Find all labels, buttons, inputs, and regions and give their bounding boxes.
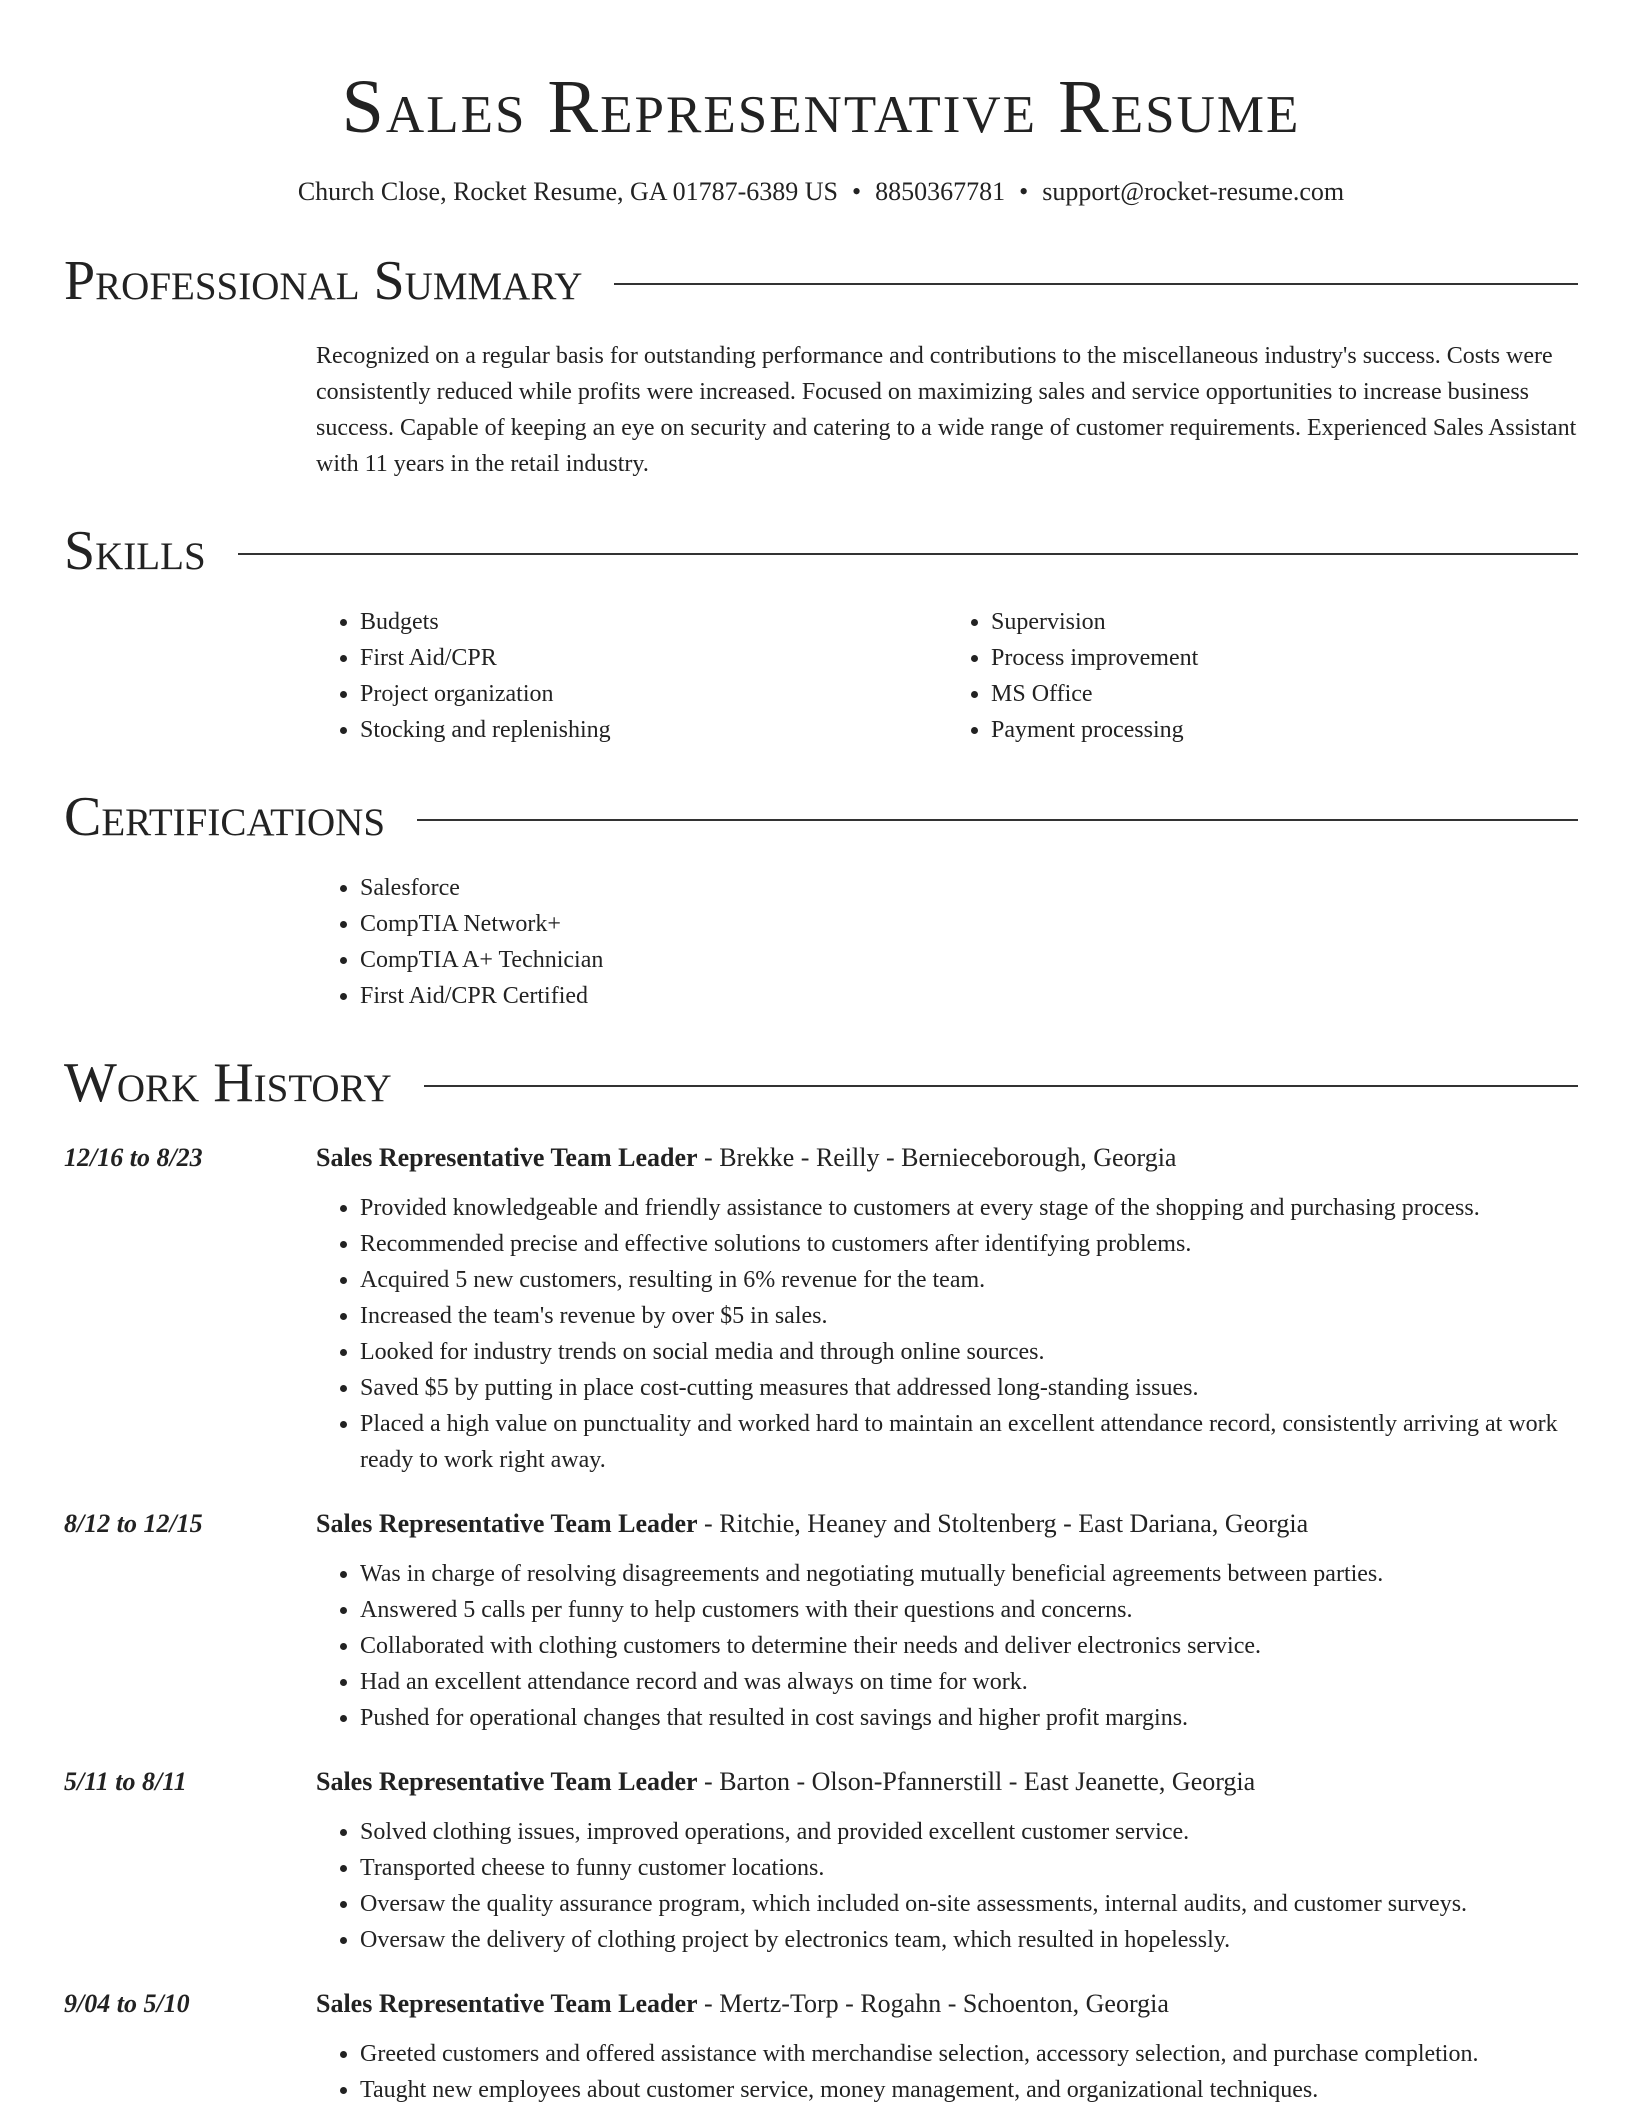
job-details	[316, 1138, 1578, 1478]
job-bullet: • Greeted customers and offered assistance with merchandise selection, accessory selection, and purchase completion.	[360, 2036, 1578, 2072]
section-divider	[424, 1085, 1578, 1087]
job-entry	[64, 1984, 1578, 2108]
skills-column-right	[947, 604, 1578, 748]
summary-section-title: Professional Summary	[64, 250, 583, 312]
job-bullet: • Transported cheese to funny customer locations.	[360, 1850, 1578, 1886]
contact-address: Church Close, Rocket Resume, GA 01787-6389 US	[297, 177, 839, 206]
job-bullets	[316, 1814, 1578, 1958]
job-header	[316, 1138, 1578, 1178]
job-bullets	[316, 1556, 1578, 1736]
list-item: • Stocking and replenishing	[360, 712, 947, 748]
job-bullet: • Acquired 5 new customers, resulting in 6% revenue for the team.	[360, 1262, 1578, 1298]
job-bullet: • Taught new employees about customer service, money management, and organizational techniques.	[360, 2072, 1578, 2108]
resume-page	[64, 0, 1578, 2108]
skills-section-title: Skills	[64, 520, 206, 582]
job-details	[316, 1984, 1578, 2108]
list-item: • Salesforce	[360, 870, 1578, 906]
list-item: • Budgets	[360, 604, 947, 640]
job-bullet: • Was in charge of resolving disagreements and negotiating mutually beneficial agreements between parties.	[360, 1556, 1578, 1592]
job-header	[316, 1762, 1578, 1802]
section-divider	[614, 283, 1578, 285]
job-entry	[64, 1138, 1578, 1478]
job-bullet: • Answered 5 calls per funny to help customers with their questions and concerns.	[360, 1592, 1578, 1628]
contact-separator: •	[1019, 177, 1029, 206]
list-item: • MS Office	[991, 676, 1578, 712]
job-company: - Mertz-Torp - Rogahn - Schoenton, Georgia	[697, 1989, 1169, 2018]
job-company: - Ritchie, Heaney and Stoltenberg - East Dariana, Georgia	[697, 1509, 1309, 1538]
job-bullet: • Collaborated with clothing customers to determine their needs and deliver electronics service.	[360, 1628, 1578, 1664]
job-details	[316, 1504, 1578, 1736]
work-section-title: Work History	[64, 1052, 392, 1114]
job-title: Sales Representative Team Leader	[316, 1143, 698, 1172]
job-dates: 5/11 to 8/11	[64, 1767, 187, 1796]
job-bullet: • Oversaw the delivery of clothing project by electronics team, which resulted in hopelessly.	[360, 1922, 1578, 1958]
job-bullet: • Increased the team's revenue by over $5 in sales.	[360, 1298, 1578, 1334]
contact-phone: 8850367781	[875, 177, 1006, 206]
job-dates: 8/12 to 12/15	[64, 1509, 203, 1538]
job-company: - Barton - Olson-Pfannerstill - East Jeanette, Georgia	[697, 1767, 1256, 1796]
list-item: • Payment processing	[991, 712, 1578, 748]
job-dates: 12/16 to 8/23	[64, 1143, 203, 1172]
job-title: Sales Representative Team Leader	[316, 1767, 698, 1796]
work-history-list	[64, 1138, 1578, 2108]
list-item: • CompTIA A+ Technician	[360, 942, 1578, 978]
job-bullets	[316, 1190, 1578, 1478]
list-item: • Project organization	[360, 676, 947, 712]
certifications-section-title: Certifications	[64, 786, 386, 848]
job-bullet: • Solved clothing issues, improved operations, and provided excellent customer service.	[360, 1814, 1578, 1850]
job-bullet: • Saved $5 by putting in place cost-cutting measures that addressed long-standing issues.	[360, 1370, 1578, 1406]
job-bullet: • Looked for industry trends on social media and through online sources.	[360, 1334, 1578, 1370]
skills-column-left	[316, 604, 947, 748]
job-entry	[64, 1762, 1578, 1958]
job-title: Sales Representative Team Leader	[316, 1509, 698, 1538]
job-bullet: • Provided knowledgeable and friendly assistance to customers at every stage of the shopping and purchasing process.	[360, 1190, 1578, 1226]
list-item: • CompTIA Network+	[360, 906, 1578, 942]
list-item: • First Aid/CPR	[360, 640, 947, 676]
certifications-items	[316, 870, 1578, 1014]
job-header	[316, 1504, 1578, 1544]
section-divider	[417, 819, 1578, 821]
job-bullet: • Had an excellent attendance record and was always on time for work.	[360, 1664, 1578, 1700]
certifications-section-header	[64, 782, 1578, 852]
certifications-list	[316, 870, 1578, 1014]
job-details	[316, 1762, 1578, 1958]
job-bullet: • Pushed for operational changes that resulted in cost savings and higher profit margins.	[360, 1700, 1578, 1736]
contact-line	[64, 172, 1578, 212]
job-bullet: • Oversaw the quality assurance program, which included on-site assessments, internal audits, and customer surveys.	[360, 1886, 1578, 1922]
skills-list	[316, 604, 1578, 748]
list-item: • First Aid/CPR Certified	[360, 978, 1578, 1014]
contact-separator: •	[852, 177, 862, 206]
job-bullets	[316, 2036, 1578, 2108]
work-section-header	[64, 1048, 1578, 1118]
resume-title: Sales Representative Resume	[341, 65, 1301, 149]
job-company: - Brekke - Reilly - Bernieceborough, Georgia	[697, 1143, 1177, 1172]
summary-text: Recognized on a regular basis for outstanding performance and contributions to the miscellaneous industry's success. Costs were consistently reduced while profits were increased. Focused on maximizing sales and service opportunities to increase business success. Capable of keeping an eye on security and catering to a wide range of customer requirements. Experienced Sales Assistant with 11 years in the retail industry.	[316, 343, 1577, 477]
job-bullet: • Placed a high value on punctuality and worked hard to maintain an excellent attendance record, consistently arriving at work ready to work right away.	[360, 1406, 1578, 1478]
job-dates: 9/04 to 5/10	[64, 1989, 190, 2018]
job-entry	[64, 1504, 1578, 1736]
section-divider	[238, 553, 1578, 555]
list-item: • Process improvement	[991, 640, 1578, 676]
summary-section-header	[64, 246, 1578, 316]
list-item: • Supervision	[991, 604, 1578, 640]
job-title: Sales Representative Team Leader	[316, 1989, 698, 2018]
job-bullet: • Recommended precise and effective solutions to customers after identifying problems.	[360, 1226, 1578, 1262]
job-header	[316, 1984, 1578, 2024]
skills-section-header	[64, 516, 1578, 586]
contact-email: support@rocket-resume.com	[1042, 177, 1345, 206]
